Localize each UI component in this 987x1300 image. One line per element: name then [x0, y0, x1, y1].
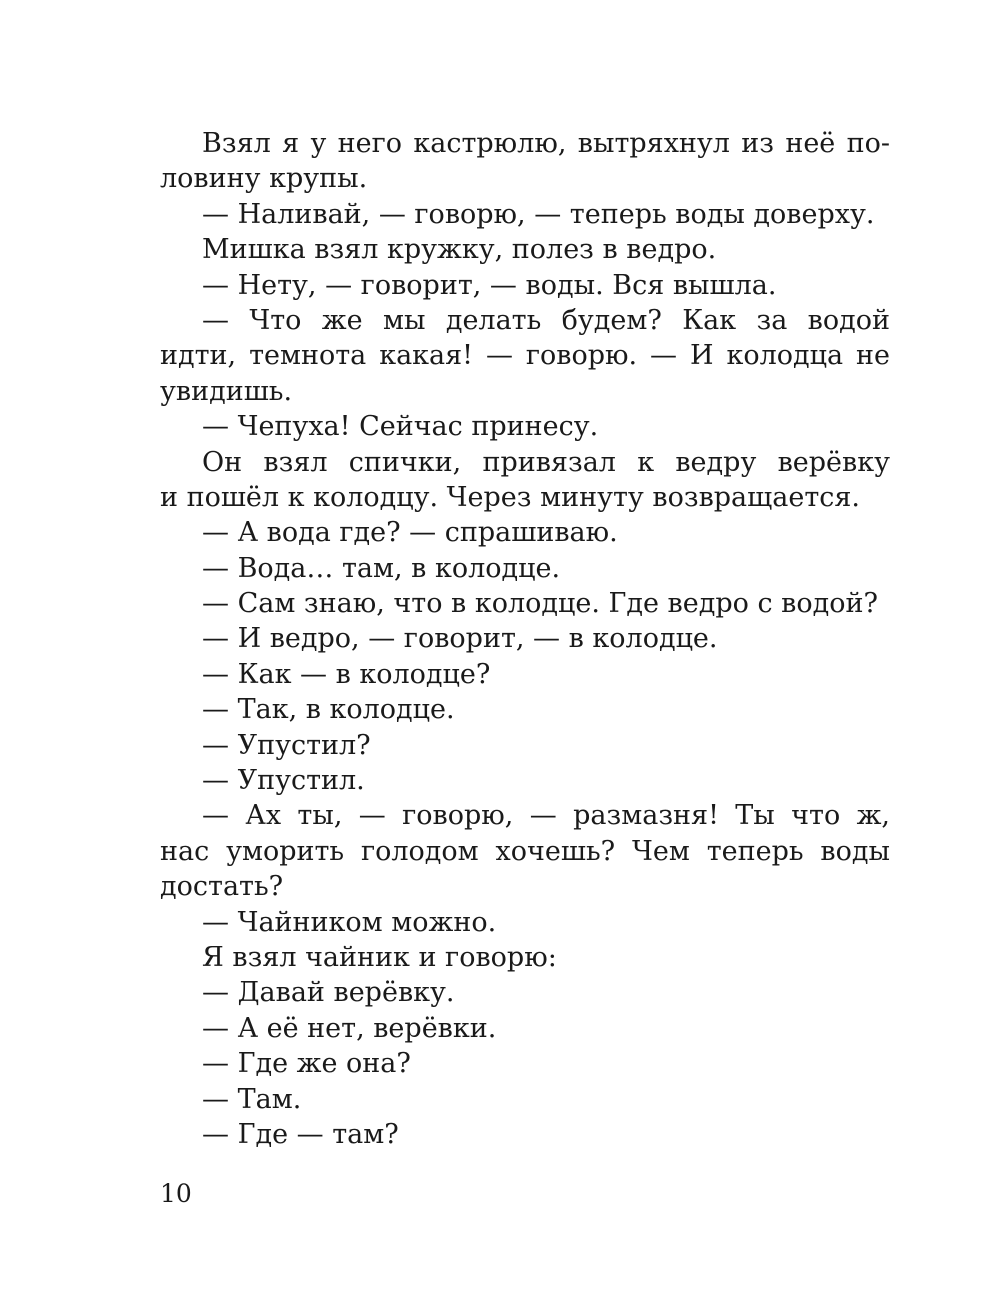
text-line: идти, темнота какая! — говорю. — И колодца не — [160, 340, 890, 372]
text-line: — Так, в колодце. — [202, 694, 455, 726]
text-line: нас уморить голодом хочешь? Чем теперь воды — [160, 835, 890, 867]
text-line: Я взял чайник и говорю: — [202, 941, 557, 973]
text-line: — Давай верёвку. — [202, 977, 455, 1009]
text-line: — Упустил. — [202, 765, 365, 797]
text-line: — Где — там? — [202, 1118, 399, 1150]
text-line: ловину крупы. — [160, 163, 368, 195]
text-line: — Вода… там, в колодце. — [202, 552, 561, 584]
text-line: — А её нет, верёвки. — [202, 1012, 497, 1044]
text-line: — Упустил? — [202, 729, 371, 761]
page-text-block — [160, 126, 890, 1152]
text-line: — Наливай, — говорю, — теперь воды доверху. — [202, 198, 875, 230]
text-line: — И ведро, — говорит, — в колодце. — [202, 623, 718, 655]
text-line: — Чепуха! Сейчас принесу. — [202, 411, 599, 443]
text-line: Взял я у него кастрюлю, вытряхнул из неё по- — [202, 128, 890, 159]
text-line: — Где же она? — [202, 1048, 411, 1080]
text-line: достать? — [160, 871, 284, 903]
page-number: 10 — [160, 1179, 192, 1208]
text-line: — Как — в колодце? — [202, 658, 491, 690]
text-line: — А вода где? — спрашиваю. — [202, 517, 618, 549]
text-line: — Что же мы делать будем? Как за водой — [202, 304, 890, 336]
text-line: увидишь. — [160, 375, 293, 407]
text-line: и пошёл к колодцу. Через минуту возвращается. — [160, 481, 860, 513]
text-line: — Ах ты, — говорю, — размазня! Ты что ж, — [202, 800, 890, 832]
text-line: Мишка взял кружку, полез в ведро. — [202, 234, 717, 266]
text-line: — Нету, — говорит, — воды. Вся вышла. — [202, 269, 777, 301]
text-line: — Там. — [202, 1083, 302, 1115]
text-line: — Сам знаю, что в колодце. Где ведро с водой? — [202, 588, 878, 620]
text-line: Он взял спички, привязал к ведру верёвку — [202, 446, 890, 478]
text-line: — Чайником можно. — [202, 906, 497, 938]
